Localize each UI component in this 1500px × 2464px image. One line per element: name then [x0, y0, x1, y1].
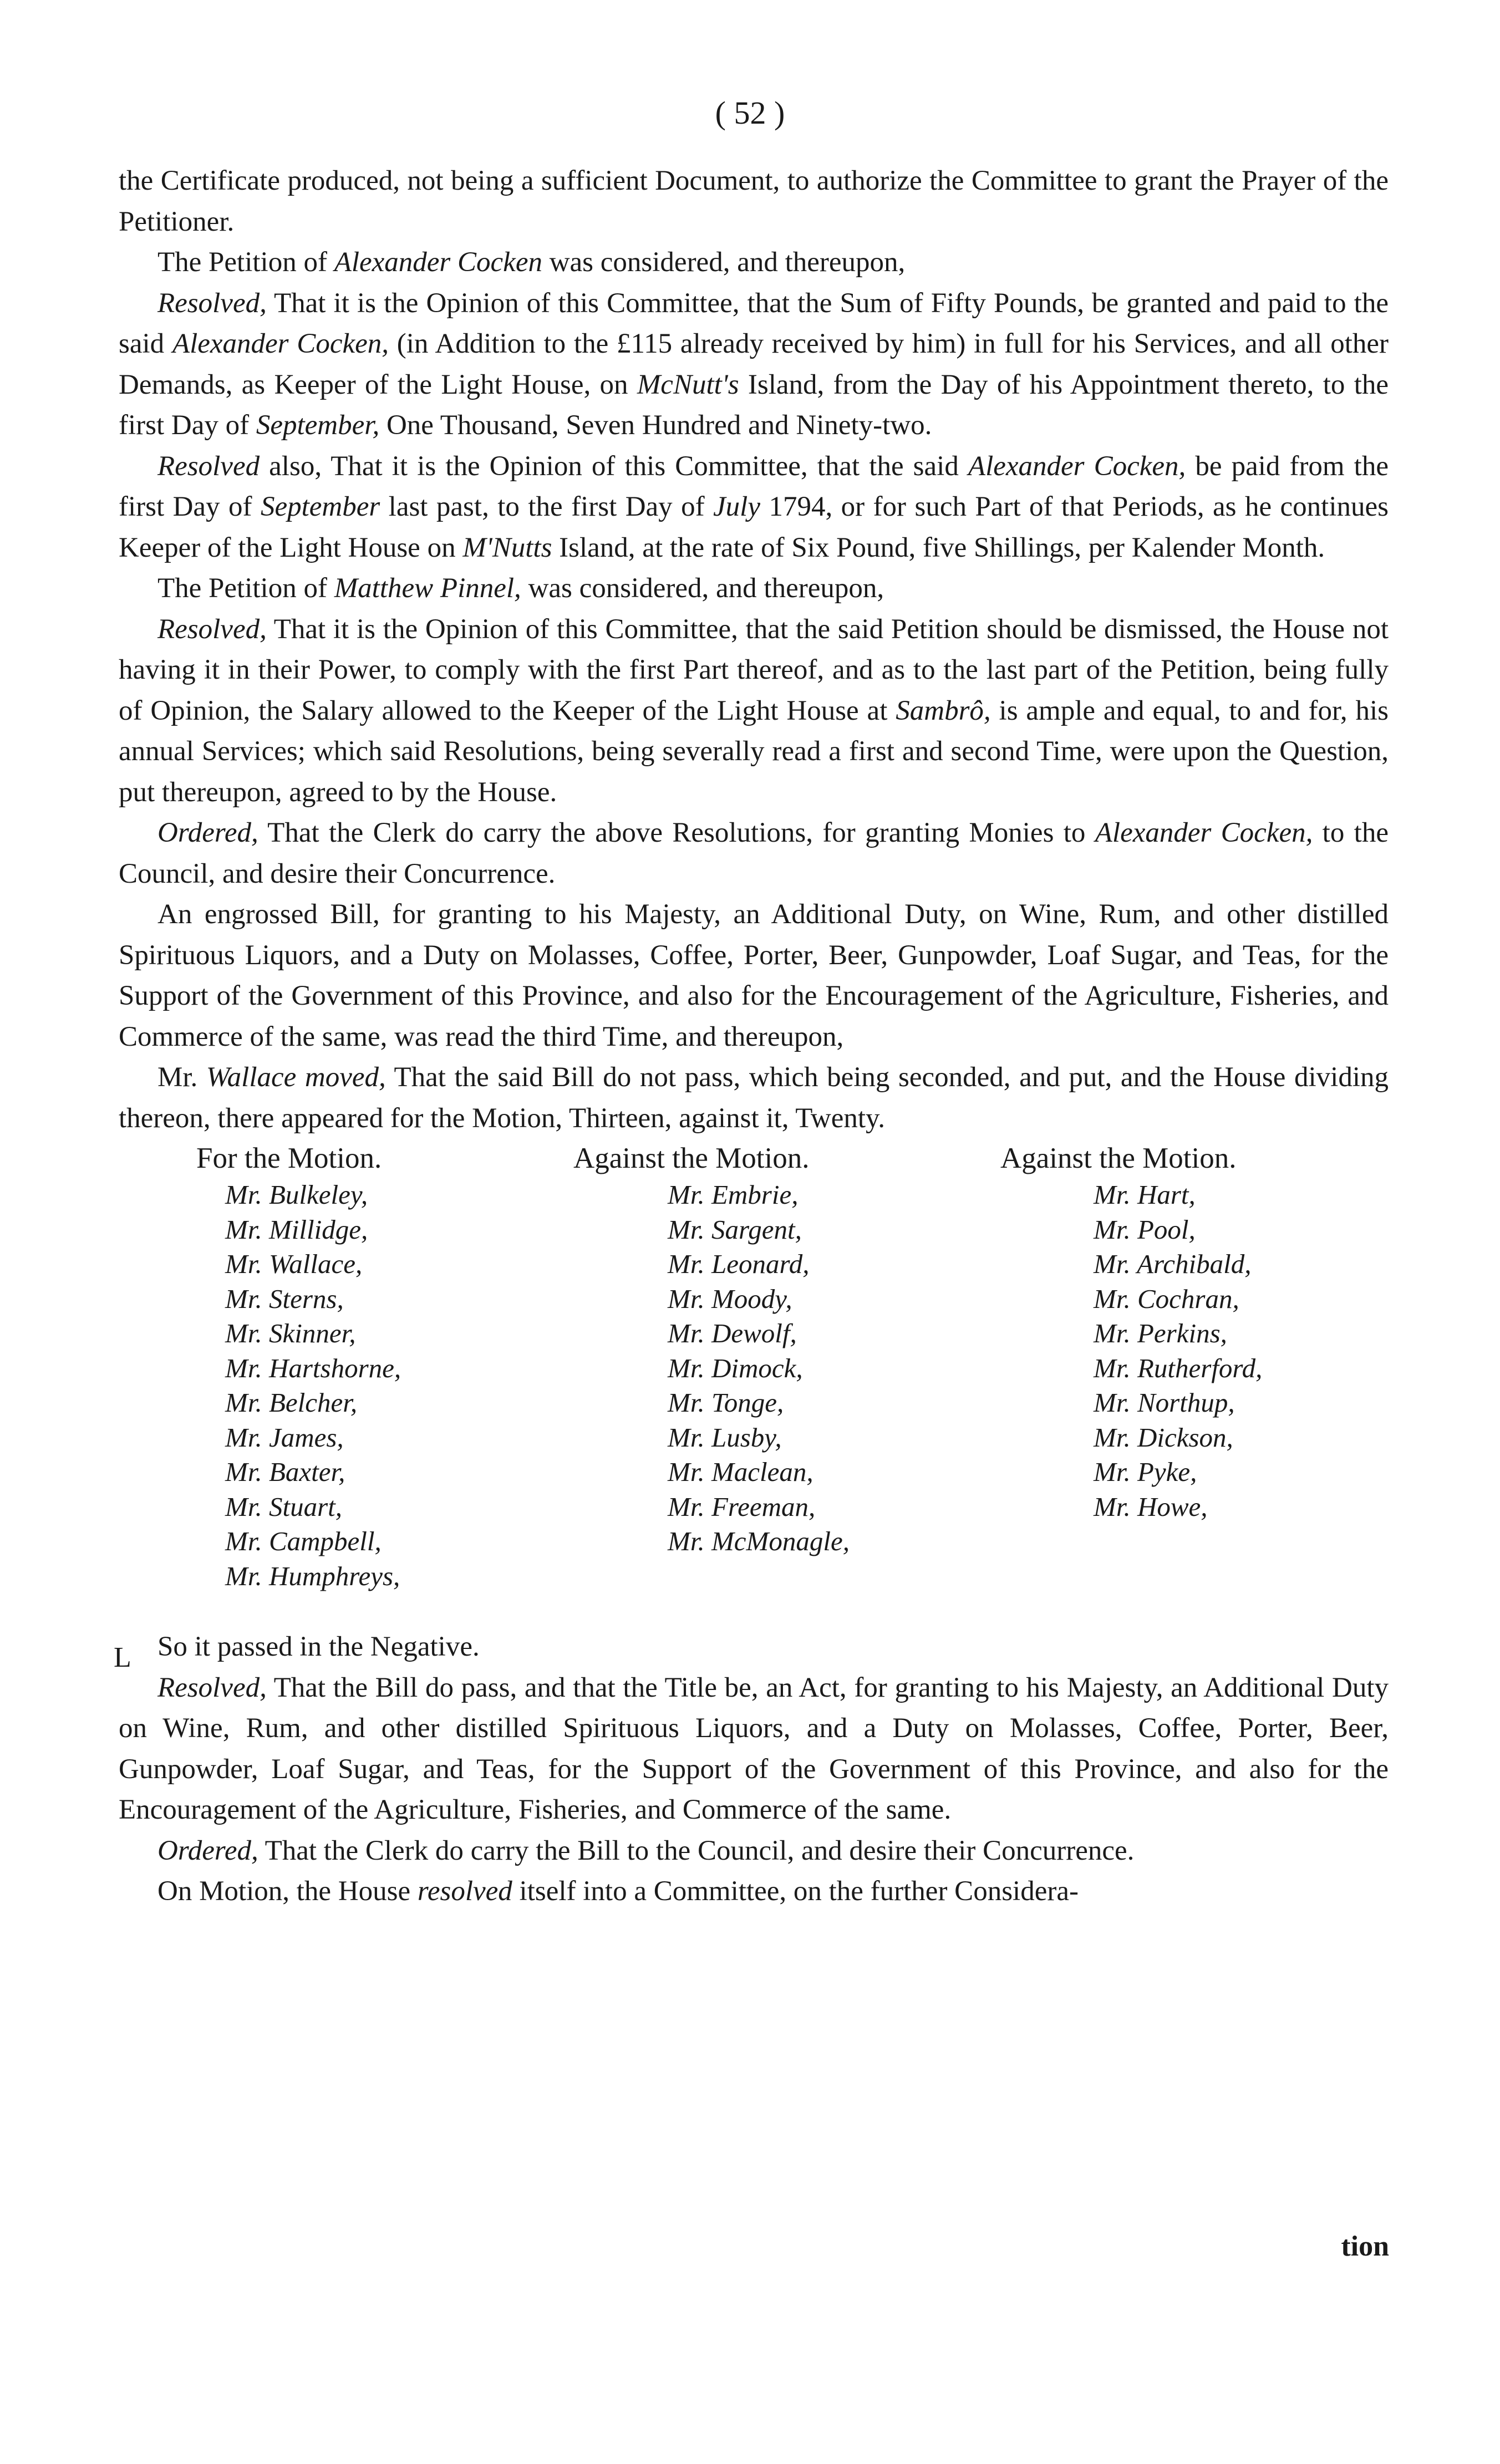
against-list-2 — [1000, 1178, 1262, 1524]
member-name: Mr. McMonagle, — [668, 1526, 850, 1556]
member-name: Mr. Lusby, — [668, 1422, 782, 1453]
member-name: Mr. Rutherford, — [1094, 1352, 1263, 1383]
text-run: Island, from the Day of his Appointment thereto, to the first Day of — [119, 369, 1389, 441]
moved-label: moved, — [296, 1062, 386, 1093]
text-run: That it is the Opinion of this Committee, that the Sum of Fifty Pounds, be granted and paid to the said — [119, 287, 1389, 359]
text-run: On Motion, the House — [157, 1876, 418, 1907]
against-column-2 — [1000, 1139, 1262, 1524]
paragraph-resolution-cocken-1 — [119, 283, 1389, 446]
text-run: Island, at the rate of Six Pound, five Shillings, per Kalender Month. — [552, 532, 1325, 563]
paragraph-text: the Certificate produced, not being a sufficient Document, to authorize the Committee to grant the Prayer of the Petitioner. — [119, 165, 1389, 237]
member-name: Mr. Humphreys, — [225, 1560, 400, 1591]
text-run: Mr. — [157, 1062, 206, 1093]
month-name: September — [260, 491, 380, 522]
text-run: That the Clerk do carry the above Resolutions, for granting Monies to — [258, 817, 1095, 848]
text-run: be paid from the first Day of — [119, 450, 1389, 522]
month-name: September, — [256, 410, 380, 441]
person-name: Alexander Cocken, — [1095, 817, 1313, 848]
for-heading: For the Motion. — [196, 1142, 382, 1174]
member-name: Mr. James, — [225, 1422, 344, 1453]
member-name: Mr. Embrie, — [668, 1179, 799, 1210]
paragraph-resolution-pinnel — [119, 609, 1389, 813]
paragraph-wallace-motion — [119, 1057, 1389, 1139]
member-name: Mr. Cochran, — [1094, 1283, 1239, 1314]
resolved-label: Resolved — [157, 450, 260, 482]
paragraph-cocken-petition — [119, 242, 1389, 283]
member-name: Mr. Dickson, — [1094, 1422, 1233, 1453]
ordered-label: Ordered, — [157, 817, 258, 848]
text-run: (in Addition to the £115 already received by him) in full for his Services, and all other Demands, as Keeper of the Light House, on — [119, 328, 1389, 400]
paragraph-resolution-bill-pass — [119, 1668, 1389, 1831]
text-run: That the said Bill do not pass, which being seconded, and put, and the House dividing thereon, there appeared for the Motion, Thirteen, against it, Twenty. — [119, 1062, 1389, 1134]
member-name: Mr. Archibald, — [1094, 1249, 1252, 1279]
paragraph-pinnel-petition — [119, 568, 1389, 609]
member-name: Mr. Campbell, — [225, 1526, 382, 1556]
text-run: That it is the Opinion of this Committee, that the said Petition should be dismissed, the House not having it in their Power, to comply with the first Part thereof, and as to the last part of the Petition, being fully of Opinion, the Salary allowed to the Keeper of the Light House at — [119, 613, 1389, 726]
member-name: Mr. Leonard, — [668, 1249, 810, 1279]
member-name: Mr. Pyke, — [1094, 1457, 1197, 1487]
member-name: Mr. Sterns, — [225, 1283, 344, 1314]
member-name: Mr. Belcher, — [225, 1387, 358, 1418]
for-column — [196, 1139, 401, 1594]
paragraph-text: So it passed in the Negative. — [157, 1631, 480, 1662]
text-run: also, That it is the Opinion of this Committee, that the said — [260, 450, 968, 482]
division-list — [119, 1139, 1389, 1627]
paragraph-order-clerk-2 — [119, 1831, 1389, 1872]
text-run: to the Council, and desire their Concurrence. — [119, 817, 1389, 889]
member-name: Mr. Perkins, — [1094, 1318, 1227, 1348]
person-name: Matthew Pinnel, — [334, 573, 521, 604]
member-name: Mr. Tonge, — [668, 1387, 784, 1418]
catchword: tion — [1341, 2231, 1389, 2262]
text-run: is ample and equal, to and for, his annual Services; which said Resolutions, being severally read a first and second Time, were upon the Question, put thereupon, agreed to by the House. — [119, 695, 1389, 808]
for-list — [196, 1178, 401, 1594]
member-name: Mr. Howe, — [1094, 1491, 1208, 1522]
paragraph-negative — [119, 1627, 1389, 1668]
person-name: Alexander Cocken, — [172, 328, 389, 359]
member-name: Mr. Baxter, — [225, 1457, 345, 1487]
resolved-label: resolved — [417, 1876, 512, 1907]
text-run: That the Clerk do carry the Bill to the Council, and desire their Concurrence. — [258, 1835, 1135, 1866]
ordered-label: Ordered, — [157, 1835, 258, 1866]
place-name: Sambrô, — [896, 695, 991, 726]
page-body — [119, 161, 1389, 1912]
member-name: Mr. Stuart, — [225, 1491, 343, 1522]
person-name: Alexander Cocken — [334, 247, 542, 278]
member-name: Mr. Skinner, — [225, 1318, 356, 1348]
member-name: Mr. Maclean, — [668, 1457, 813, 1487]
text-run: was considered, and thereupon, — [521, 573, 884, 604]
text-run: 1794, or for such Part of that Periods, as he continues Keeper of the Light House on — [119, 491, 1389, 563]
resolved-label: Resolved, — [157, 1672, 267, 1703]
against-list-1 — [573, 1178, 850, 1559]
member-name: Mr. Moody, — [668, 1283, 792, 1314]
paragraph-committee-motion — [119, 1871, 1389, 1912]
text-run: last past, to the first Day of — [380, 491, 714, 522]
paragraph-engrossed-bill — [119, 894, 1389, 1057]
resolved-label: Resolved, — [157, 613, 267, 645]
member-name: Mr. Wallace, — [225, 1249, 363, 1279]
member-name: Mr. Dimock, — [668, 1352, 803, 1383]
member-name: Mr. Pool, — [1094, 1214, 1196, 1245]
margin-mark: L — [114, 1642, 131, 1673]
text-run: One Thousand, Seven Hundred and Ninety-two. — [379, 410, 932, 441]
member-name: Mr. Freeman, — [668, 1491, 816, 1522]
member-name: Mr. Bulkeley, — [225, 1179, 368, 1210]
place-name: M'Nutts — [462, 532, 552, 563]
text-run: That the Bill do pass, and that the Title be, an Act, for granting to his Majesty, an Additional Duty on Wine, Rum, and other distilled Spirituous Liquors, and a Duty on Molasses, Coffee, Porter, Beer, Gunpowder, Loaf Sugar, and Teas, for the Support of the Government of this Province, and also for the Encouragement of the Agriculture, Fisheries, and Commerce of the same. — [119, 1672, 1389, 1825]
against-column-1 — [573, 1139, 850, 1559]
page-number: ( 52 ) — [715, 95, 785, 131]
against-heading: Against the Motion. — [1000, 1142, 1237, 1174]
text-run: The Petition of — [157, 247, 334, 278]
paragraph-certificate — [119, 161, 1389, 242]
against-heading: Against the Motion. — [573, 1142, 810, 1174]
place-name: McNutt's — [637, 369, 739, 400]
resolved-label: Resolved, — [157, 287, 267, 319]
month-name: July — [713, 491, 760, 522]
member-name: Mr. Millidge, — [225, 1214, 368, 1245]
member-name: Mr. Hartshorne, — [225, 1352, 401, 1383]
text-run: The Petition of — [157, 573, 334, 604]
person-name: Wallace — [206, 1062, 297, 1093]
member-name: Mr. Dewolf, — [668, 1318, 797, 1348]
member-name: Mr. Northup, — [1094, 1387, 1235, 1418]
member-name: Mr. Hart, — [1094, 1179, 1196, 1210]
paragraph-text: An engrossed Bill, for granting to his Majesty, an Additional Duty, on Wine, Rum, and other distilled Spirituous Liquors, and a Duty on Molasses, Coffee, Porter, Beer, Gunpowder, Loaf Sugar, and Teas, for the Support of the Government of this Province, and also for the Encouragement of the Agriculture, Fisheries, and Commerce of the same, was read the third Time, and thereupon, — [119, 899, 1389, 1052]
text-run: was considered, and thereupon, — [542, 247, 906, 278]
paragraph-resolution-cocken-2 — [119, 446, 1389, 569]
paragraph-order-clerk-1 — [119, 813, 1389, 894]
person-name: Alexander Cocken, — [968, 450, 1186, 482]
text-run: itself into a Committee, on the further Considera- — [512, 1876, 1079, 1907]
member-name: Mr. Sargent, — [668, 1214, 802, 1245]
